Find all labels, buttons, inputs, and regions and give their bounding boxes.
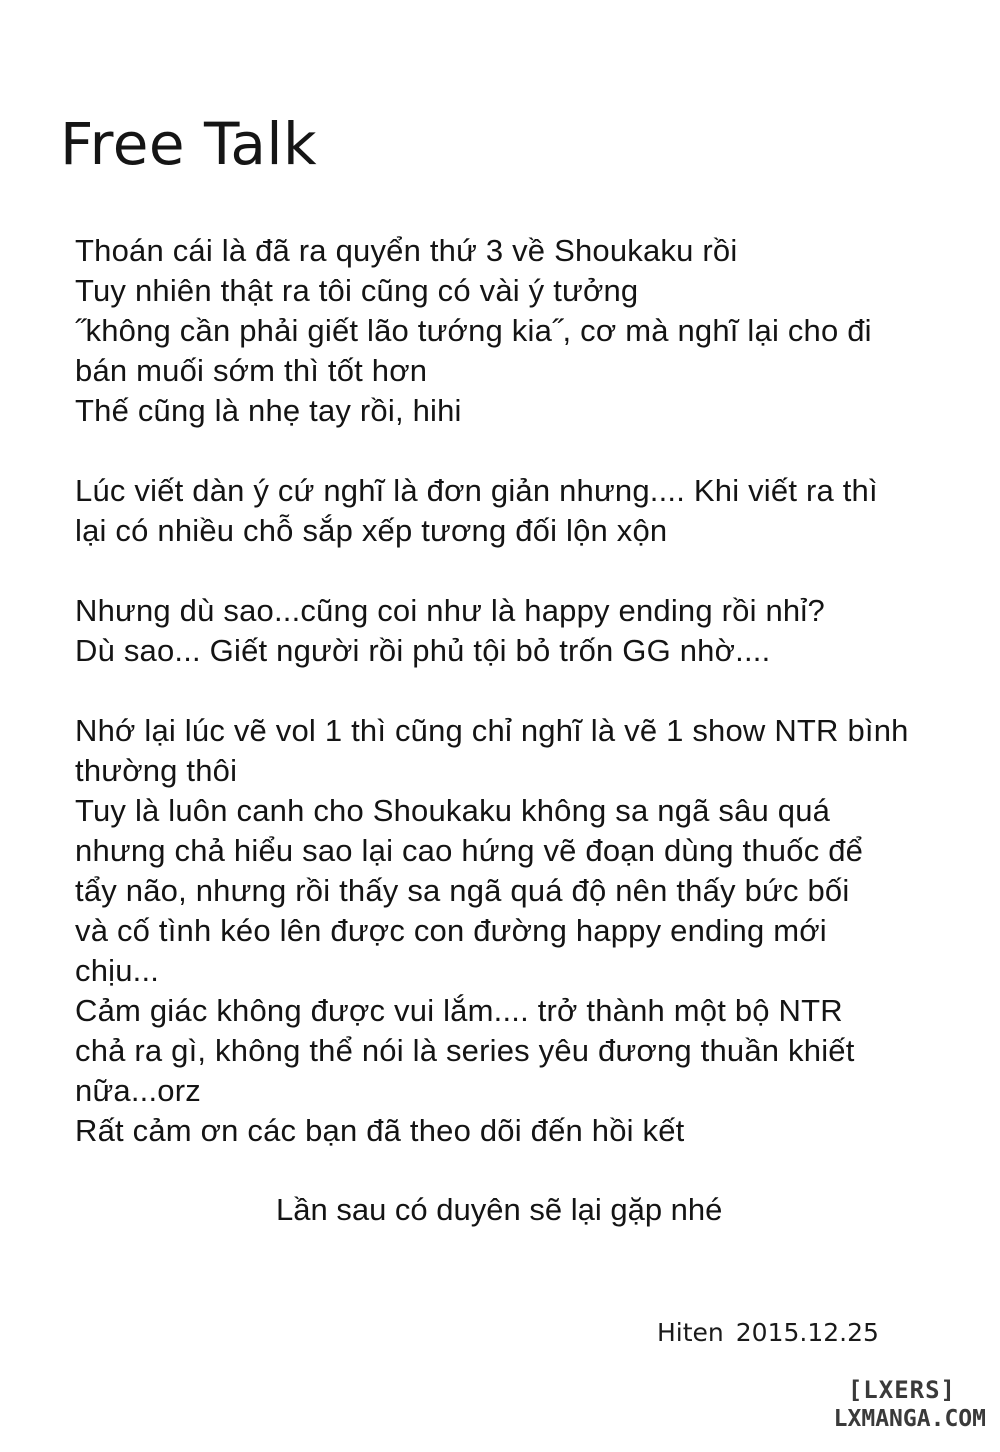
body-line: Thế cũng là nhẹ tay rồi, hihi [75,393,462,428]
body-line: và cố tình kéo lên được con đường happy ending mới [75,913,827,948]
body-line: chả ra gì, không thể nói là series yêu đương thuần khiết [75,1033,855,1068]
watermark-site: LXMANGA.COM [833,1406,986,1432]
body-line: Dù sao... Giết người rồi phủ tội bỏ trốn GG nhờ.... [75,633,771,668]
body-line: thường thôi [75,753,238,788]
body-line: chịu... [75,953,160,988]
body-line: Cảm giác không được vui lắm.... trở thành một bộ NTR [75,993,843,1028]
body-line: Rất cảm ơn các bạn đã theo dõi đến hồi kết [75,1113,685,1148]
watermark [834,1378,986,1431]
body-line: tẩy não, nhưng rồi thấy sa ngã quá độ nên thấy bức bối [75,873,850,908]
closing-line: Lần sau có duyên sẽ lại gặp nhé [276,1192,723,1227]
body-line: Lúc viết dàn ý cứ nghĩ là đơn giản nhưng.... Khi viết ra thì [75,473,878,508]
page-title: Free Talk [60,110,318,178]
body-line: Thoán cái là đã ra quyển thứ 3 về Shoukaku rồi [75,233,738,268]
body-line: nhưng chả hiểu sao lại cao hứng vẽ đoạn dùng thuốc để [75,833,864,868]
body-line: Tuy nhiên thật ra tôi cũng có vài ý tưởng [75,273,639,308]
body-line: nữa...orz [75,1073,201,1108]
body-line: lại có nhiều chỗ sắp xếp tương đối lộn xộn [75,513,668,548]
body-line: bán muối sớm thì tốt hơn [75,353,428,388]
body-line: Nhưng dù sao...cũng coi như là happy ending rồi nhỉ? [75,593,825,628]
body-line: Tuy là luôn canh cho Shoukaku không sa ngã sâu quá [75,793,831,828]
signature-date: 2015.12.25 [735,1318,879,1347]
watermark-tag: [LXERS] [847,1376,956,1404]
signature-author: Hiten [657,1318,724,1347]
signature [657,1318,879,1347]
body-line: Nhớ lại lúc vẽ vol 1 thì cũng chỉ nghĩ là vẽ 1 show NTR bình [75,713,909,748]
body-line: ˝không cần phải giết lão tướng kia˝, cơ mà nghĩ lại cho đi [75,313,872,348]
